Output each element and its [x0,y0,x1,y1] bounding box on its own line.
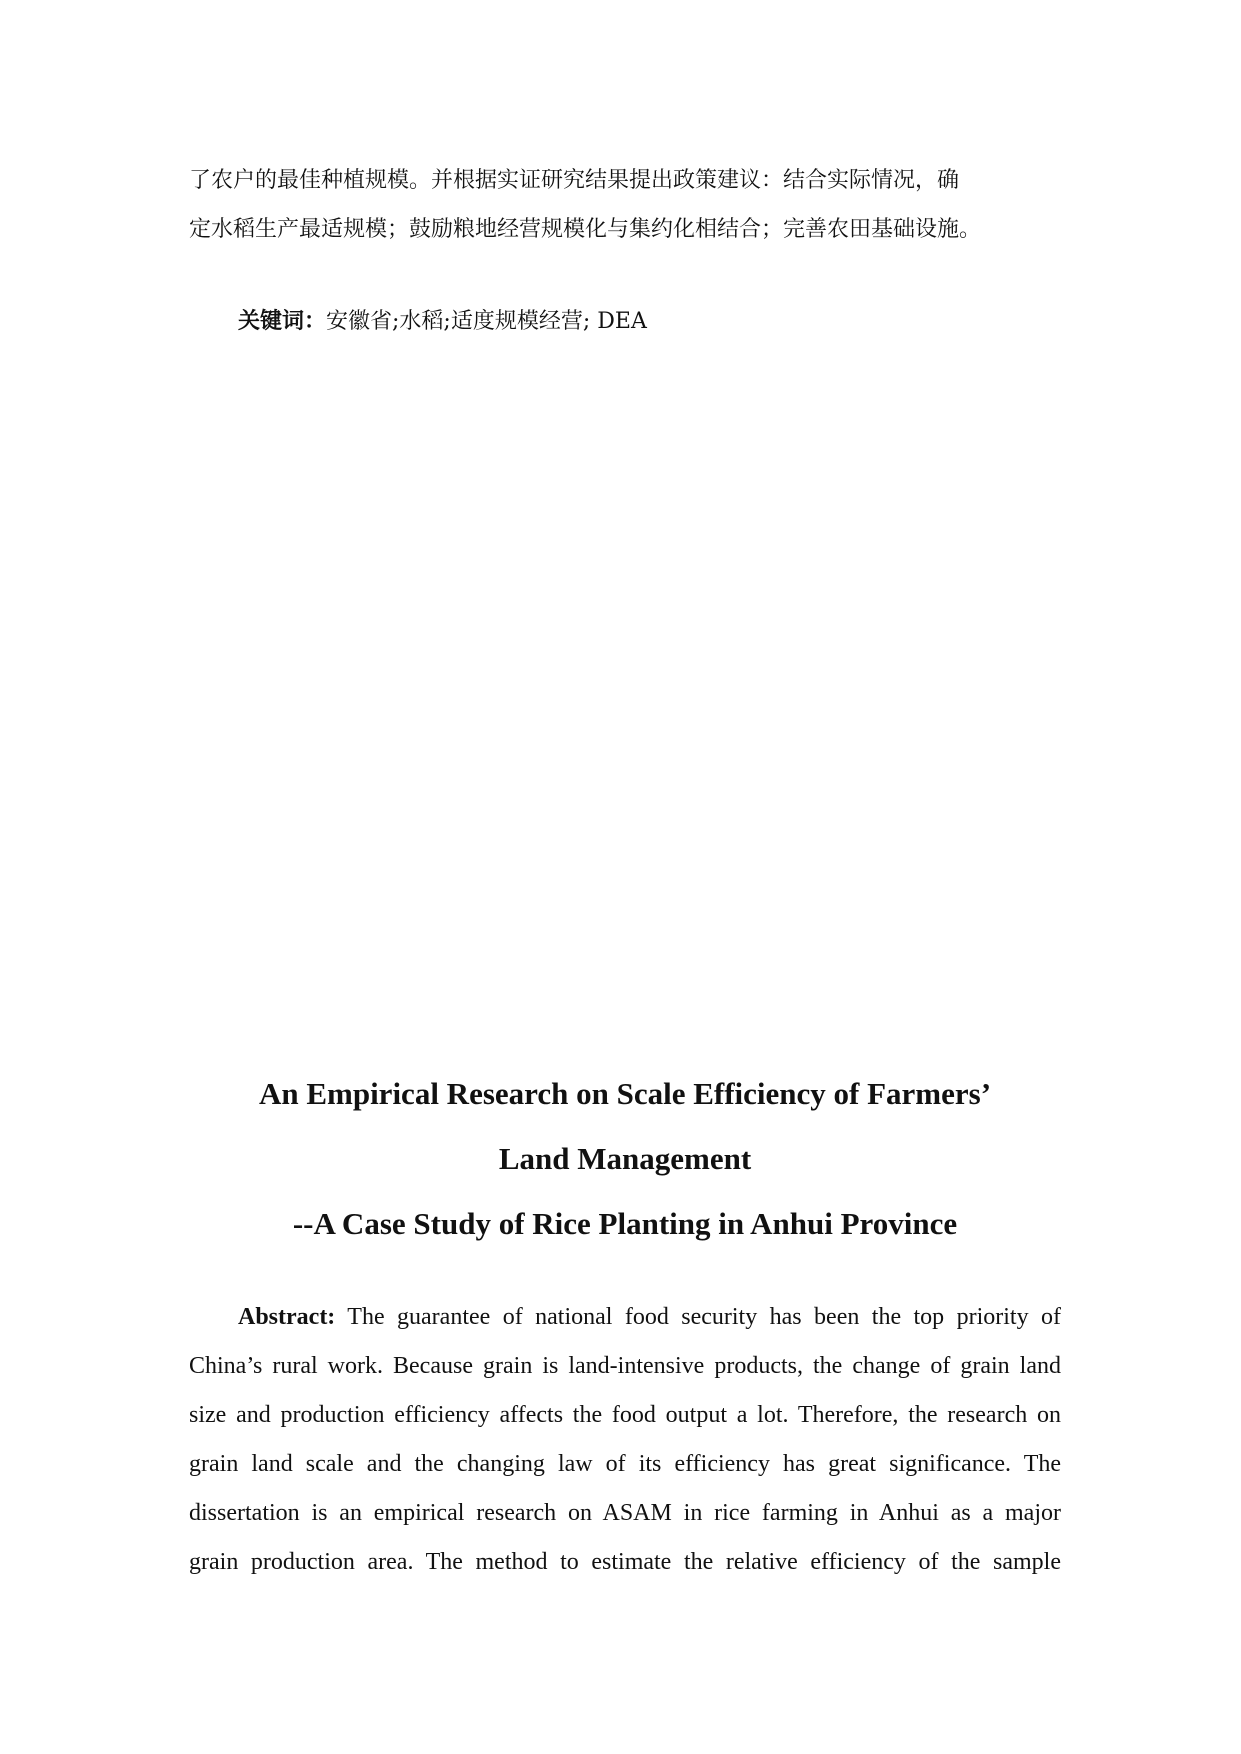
abstract-line: China’s rural work. Because grain is land-intensive products, the change of grain land [189,1353,1061,1379]
abstract-line: size and production efficiency affects the food output a lot. Therefore, the research on [189,1402,1061,1428]
abstract-label: Abstract: [238,1304,336,1330]
chinese-abstract-line: 定水稻生产最适规模；鼓励粮地经营规模化与集约化相结合；完善农田基础设施。 [189,217,982,242]
chinese-abstract-line: 了农户的最佳种植规模。并根据实证研究结果提出政策建议：结合实际情况，确 [189,168,960,193]
abstract-line: grain land scale and the changing law of its efficiency has great significance. The [189,1451,1061,1477]
keywords-label: 关键词： [238,309,327,334]
abstract-line: dissertation is an empirical research on ASAM in rice farming in Anhui as a major [189,1500,1061,1526]
english-abstract-paragraph [189,1293,1061,1587]
abstract-first-line-text: The guarantee of national food security has been the top priority of [335,1304,1061,1330]
chinese-abstract-paragraph [189,156,1061,254]
english-title-line-1: An Empirical Research on Scale Efficiency of Farmers’ [258,1076,992,1111]
english-title-line-2: Land Management [498,1141,752,1176]
keywords-line [238,302,647,342]
abstract-line: grain production area. The method to estimate the relative efficiency of the sample [189,1549,1061,1575]
keywords-value: 安徽省;水稻;适度规模经营; DEA [326,309,647,334]
abstract-first-line [189,1293,1061,1342]
english-subtitle: --A Case Study of Rice Planting in Anhui Province [292,1206,958,1241]
